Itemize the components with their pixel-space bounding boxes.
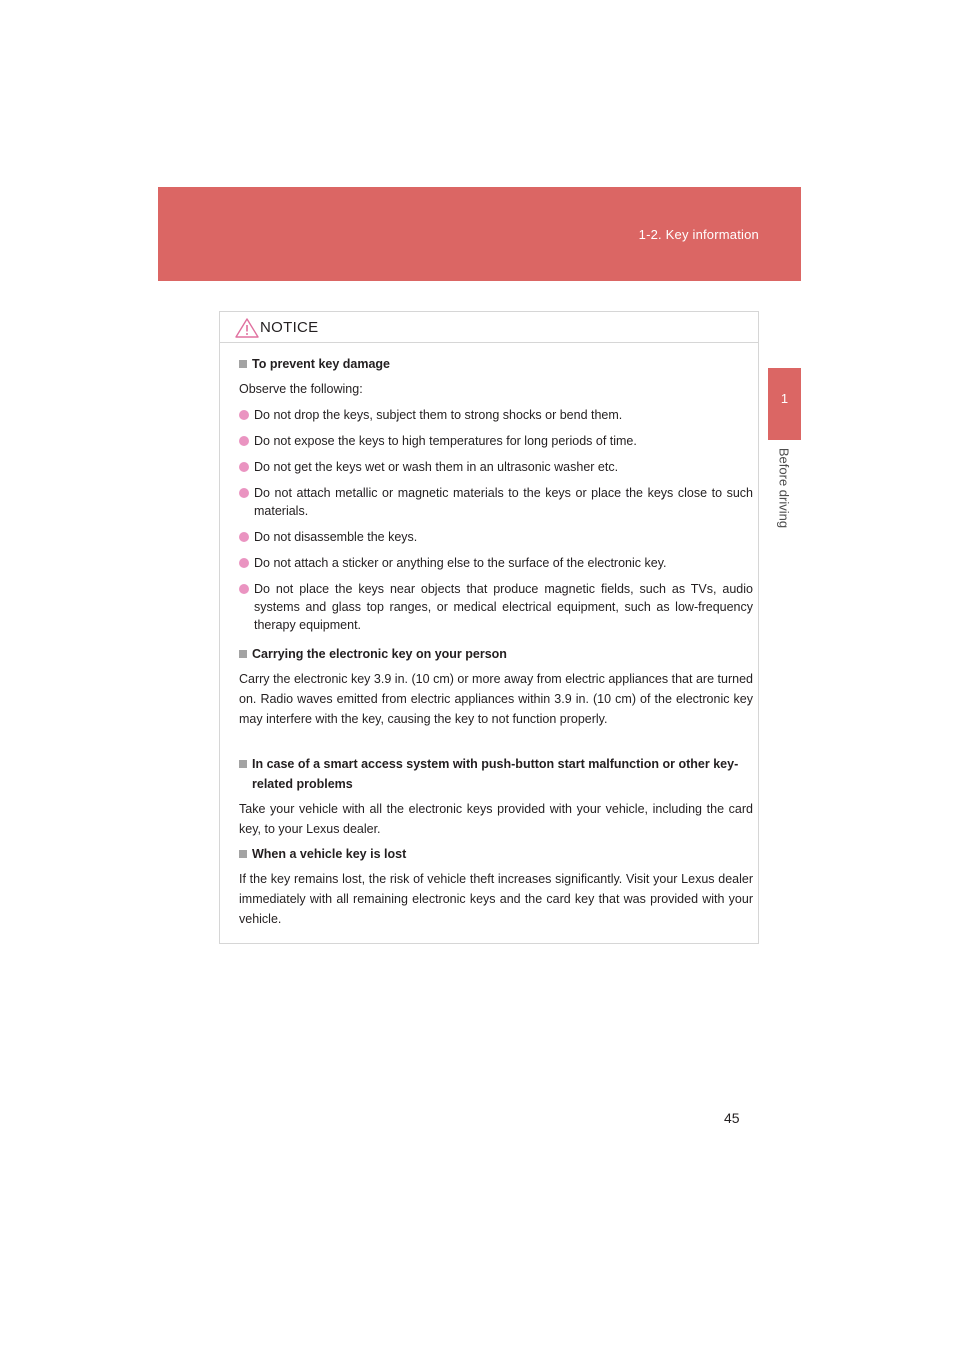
section-intro: Observe the following: bbox=[239, 382, 363, 396]
warning-icon bbox=[234, 317, 260, 339]
notice-title: NOTICE bbox=[260, 319, 319, 336]
section-heading: When a vehicle key is lost bbox=[239, 844, 751, 864]
bullet-dot-icon bbox=[239, 410, 249, 420]
section-title: 1-2. Key information bbox=[638, 227, 759, 242]
list-item: Do not attach a sticker or anything else to the surface of the electronic key. bbox=[239, 554, 753, 572]
list-item: Do not disassemble the keys. bbox=[239, 528, 753, 546]
page-number: 45 bbox=[724, 1110, 740, 1126]
list-item: Do not drop the keys, subject them to strong shocks or bend them. bbox=[239, 406, 753, 424]
notice-box bbox=[219, 311, 759, 944]
square-bullet-icon bbox=[239, 650, 247, 658]
list-item: Do not place the keys near objects that produce magnetic fields, such as TVs, audio systems and glass top ranges, or medical electrical equipment, such as low-frequency therapy equipment. bbox=[239, 580, 753, 634]
section-body: Carry the electronic key 3.9 in. (10 cm) or more away from electric appliances that are turned on. Radio waves emitted from electric appliances within 3.9 in. (10 cm) of the electronic key may interfere with the key, causing the key to not function properly. bbox=[239, 672, 753, 726]
section-body: Take your vehicle with all the electronic keys provided with your vehicle, including the card key, to your Lexus dealer. bbox=[239, 802, 753, 836]
section-heading: To prevent key damage bbox=[239, 354, 751, 374]
bullet-dot-icon bbox=[239, 584, 249, 594]
header-band bbox=[158, 187, 801, 281]
list-item: Do not attach metallic or magnetic materials to the keys or place the keys close to such materials. bbox=[239, 484, 753, 520]
bullet-dot-icon bbox=[239, 436, 249, 446]
chapter-tab bbox=[768, 368, 801, 440]
list-item: Do not get the keys wet or wash them in an ultrasonic washer etc. bbox=[239, 458, 753, 476]
square-bullet-icon bbox=[239, 850, 247, 858]
bullet-dot-icon bbox=[239, 558, 249, 568]
square-bullet-icon bbox=[239, 760, 247, 768]
chapter-number: 1 bbox=[780, 391, 789, 406]
bullet-dot-icon bbox=[239, 488, 249, 498]
section-heading: In case of a smart access system with push-button start malfunction or other key-related problems bbox=[239, 754, 751, 794]
notice-header bbox=[220, 312, 758, 343]
chapter-label: Before driving bbox=[776, 447, 792, 529]
square-bullet-icon bbox=[239, 360, 247, 368]
section-body: If the key remains lost, the risk of vehicle theft increases significantly. Visit your Lexus dealer immediately with all remaining electronic keys and the card key that was provided with your vehicle. bbox=[239, 872, 753, 926]
bullet-dot-icon bbox=[239, 532, 249, 542]
list-item: Do not expose the keys to high temperatures for long periods of time. bbox=[239, 432, 753, 450]
section-heading: Carrying the electronic key on your person bbox=[239, 644, 751, 664]
bullet-dot-icon bbox=[239, 462, 249, 472]
